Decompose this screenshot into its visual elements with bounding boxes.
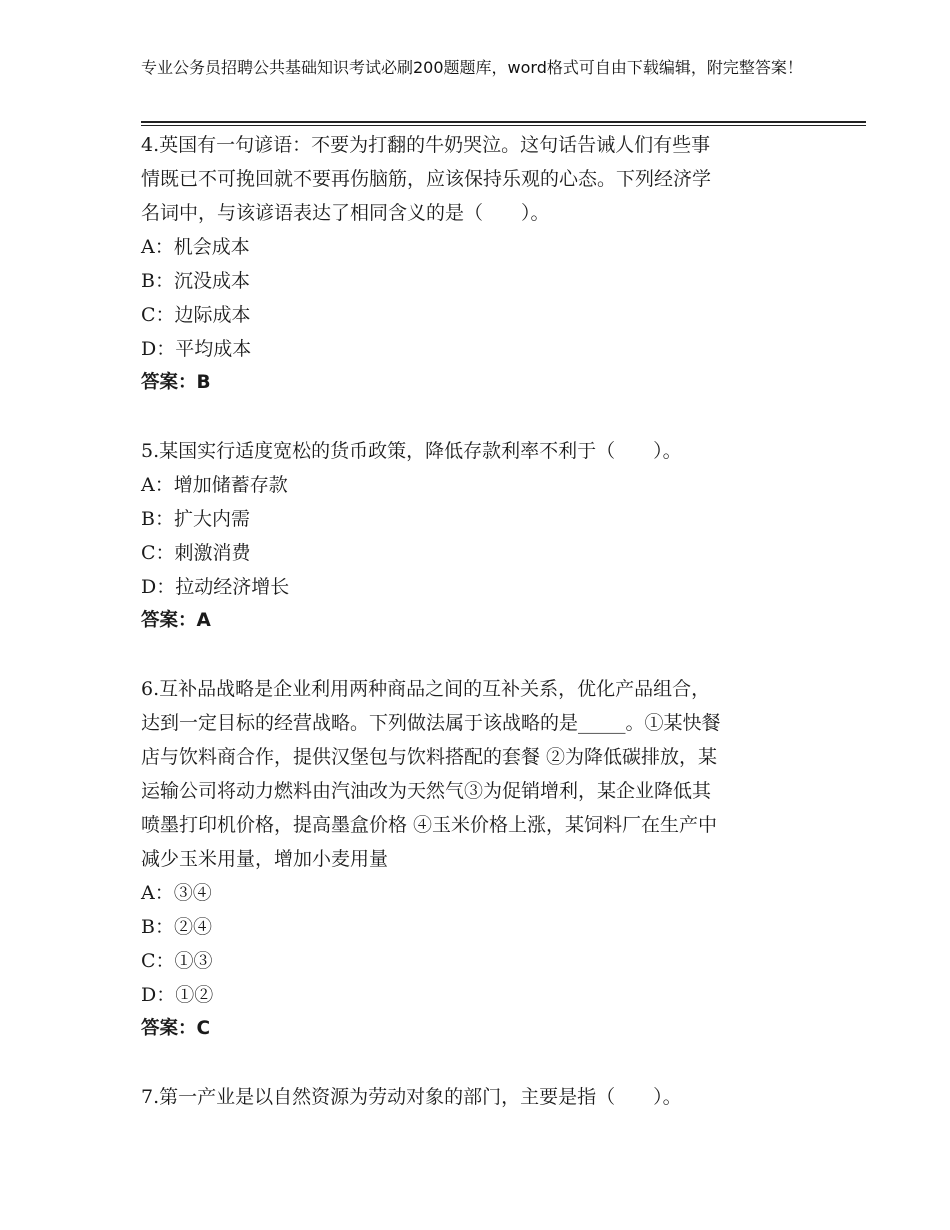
question-stem-line: 7.第一产业是以自然资源为劳动对象的部门，主要是指（ ）。 [141, 1086, 682, 1108]
option-d: D：①② [141, 984, 214, 1006]
question-stem-line: 情既已不可挽回就不要再伤脑筋，应该保持乐观的心态。下列经济学 [141, 168, 712, 190]
question-stem-line: 减少玉米用量，增加小麦用量 [141, 848, 389, 870]
header-divider-thick [141, 121, 866, 123]
question-7 [141, 1080, 831, 1114]
question-stem-line: 喷墨打印机价格，提高墨盒价格 ④玉米价格上涨，某饲料厂在生产中 [141, 814, 718, 836]
option-b: B：扩大内需 [141, 508, 250, 530]
answer-line: 答案：A [141, 610, 211, 631]
question-spacer [141, 638, 831, 672]
option-b: B：②④ [141, 916, 212, 938]
question-stem-line: 6.互补品战略是企业利用两种商品之间的互补关系，优化产品组合， [141, 678, 711, 700]
option-c: C：刺激消费 [141, 542, 251, 564]
question-stem-line: 达到一定目标的经营战略。下列做法属于该战略的是_____。①某快餐 [141, 712, 721, 734]
question-4 [141, 128, 831, 400]
option-b: B：沉没成本 [141, 270, 250, 292]
option-c: C：①③ [141, 950, 213, 972]
option-d: D：拉动经济增长 [141, 576, 290, 598]
question-stem-line: 5.某国实行适度宽松的货币政策，降低存款利率不利于（ ）。 [141, 440, 682, 462]
question-stem-line: 名词中，与该谚语表达了相同含义的是（ ）。 [141, 202, 550, 224]
page-header: 专业公务员招聘公共基础知识考试必刷200题题库，word格式可自由下载编辑，附完整答案！ [141, 58, 803, 77]
question-6 [141, 672, 831, 1046]
option-c: C：边际成本 [141, 304, 251, 326]
question-spacer [141, 1046, 831, 1080]
answer-line: 答案：C [141, 1018, 211, 1039]
option-d: D：平均成本 [141, 338, 252, 360]
question-stem-line: 店与饮料商合作，提供汉堡包与饮料搭配的套餐 ②为降低碳排放，某 [141, 746, 718, 768]
question-spacer [141, 400, 831, 434]
option-a: A：增加储蓄存款 [141, 474, 288, 496]
question-stem-line: 运输公司将动力燃料由汽油改为天然气③为促销增利，某企业降低其 [141, 780, 712, 802]
question-list [141, 128, 831, 1114]
option-a: A：机会成本 [141, 236, 250, 258]
answer-line: 答案：B [141, 372, 211, 393]
header-divider-thin [141, 125, 866, 126]
question-stem-line: 4.英国有一句谚语：不要为打翻的牛奶哭泣。这句话告诫人们有些事 [141, 134, 711, 156]
option-a: A：③④ [141, 882, 212, 904]
question-5 [141, 434, 831, 638]
